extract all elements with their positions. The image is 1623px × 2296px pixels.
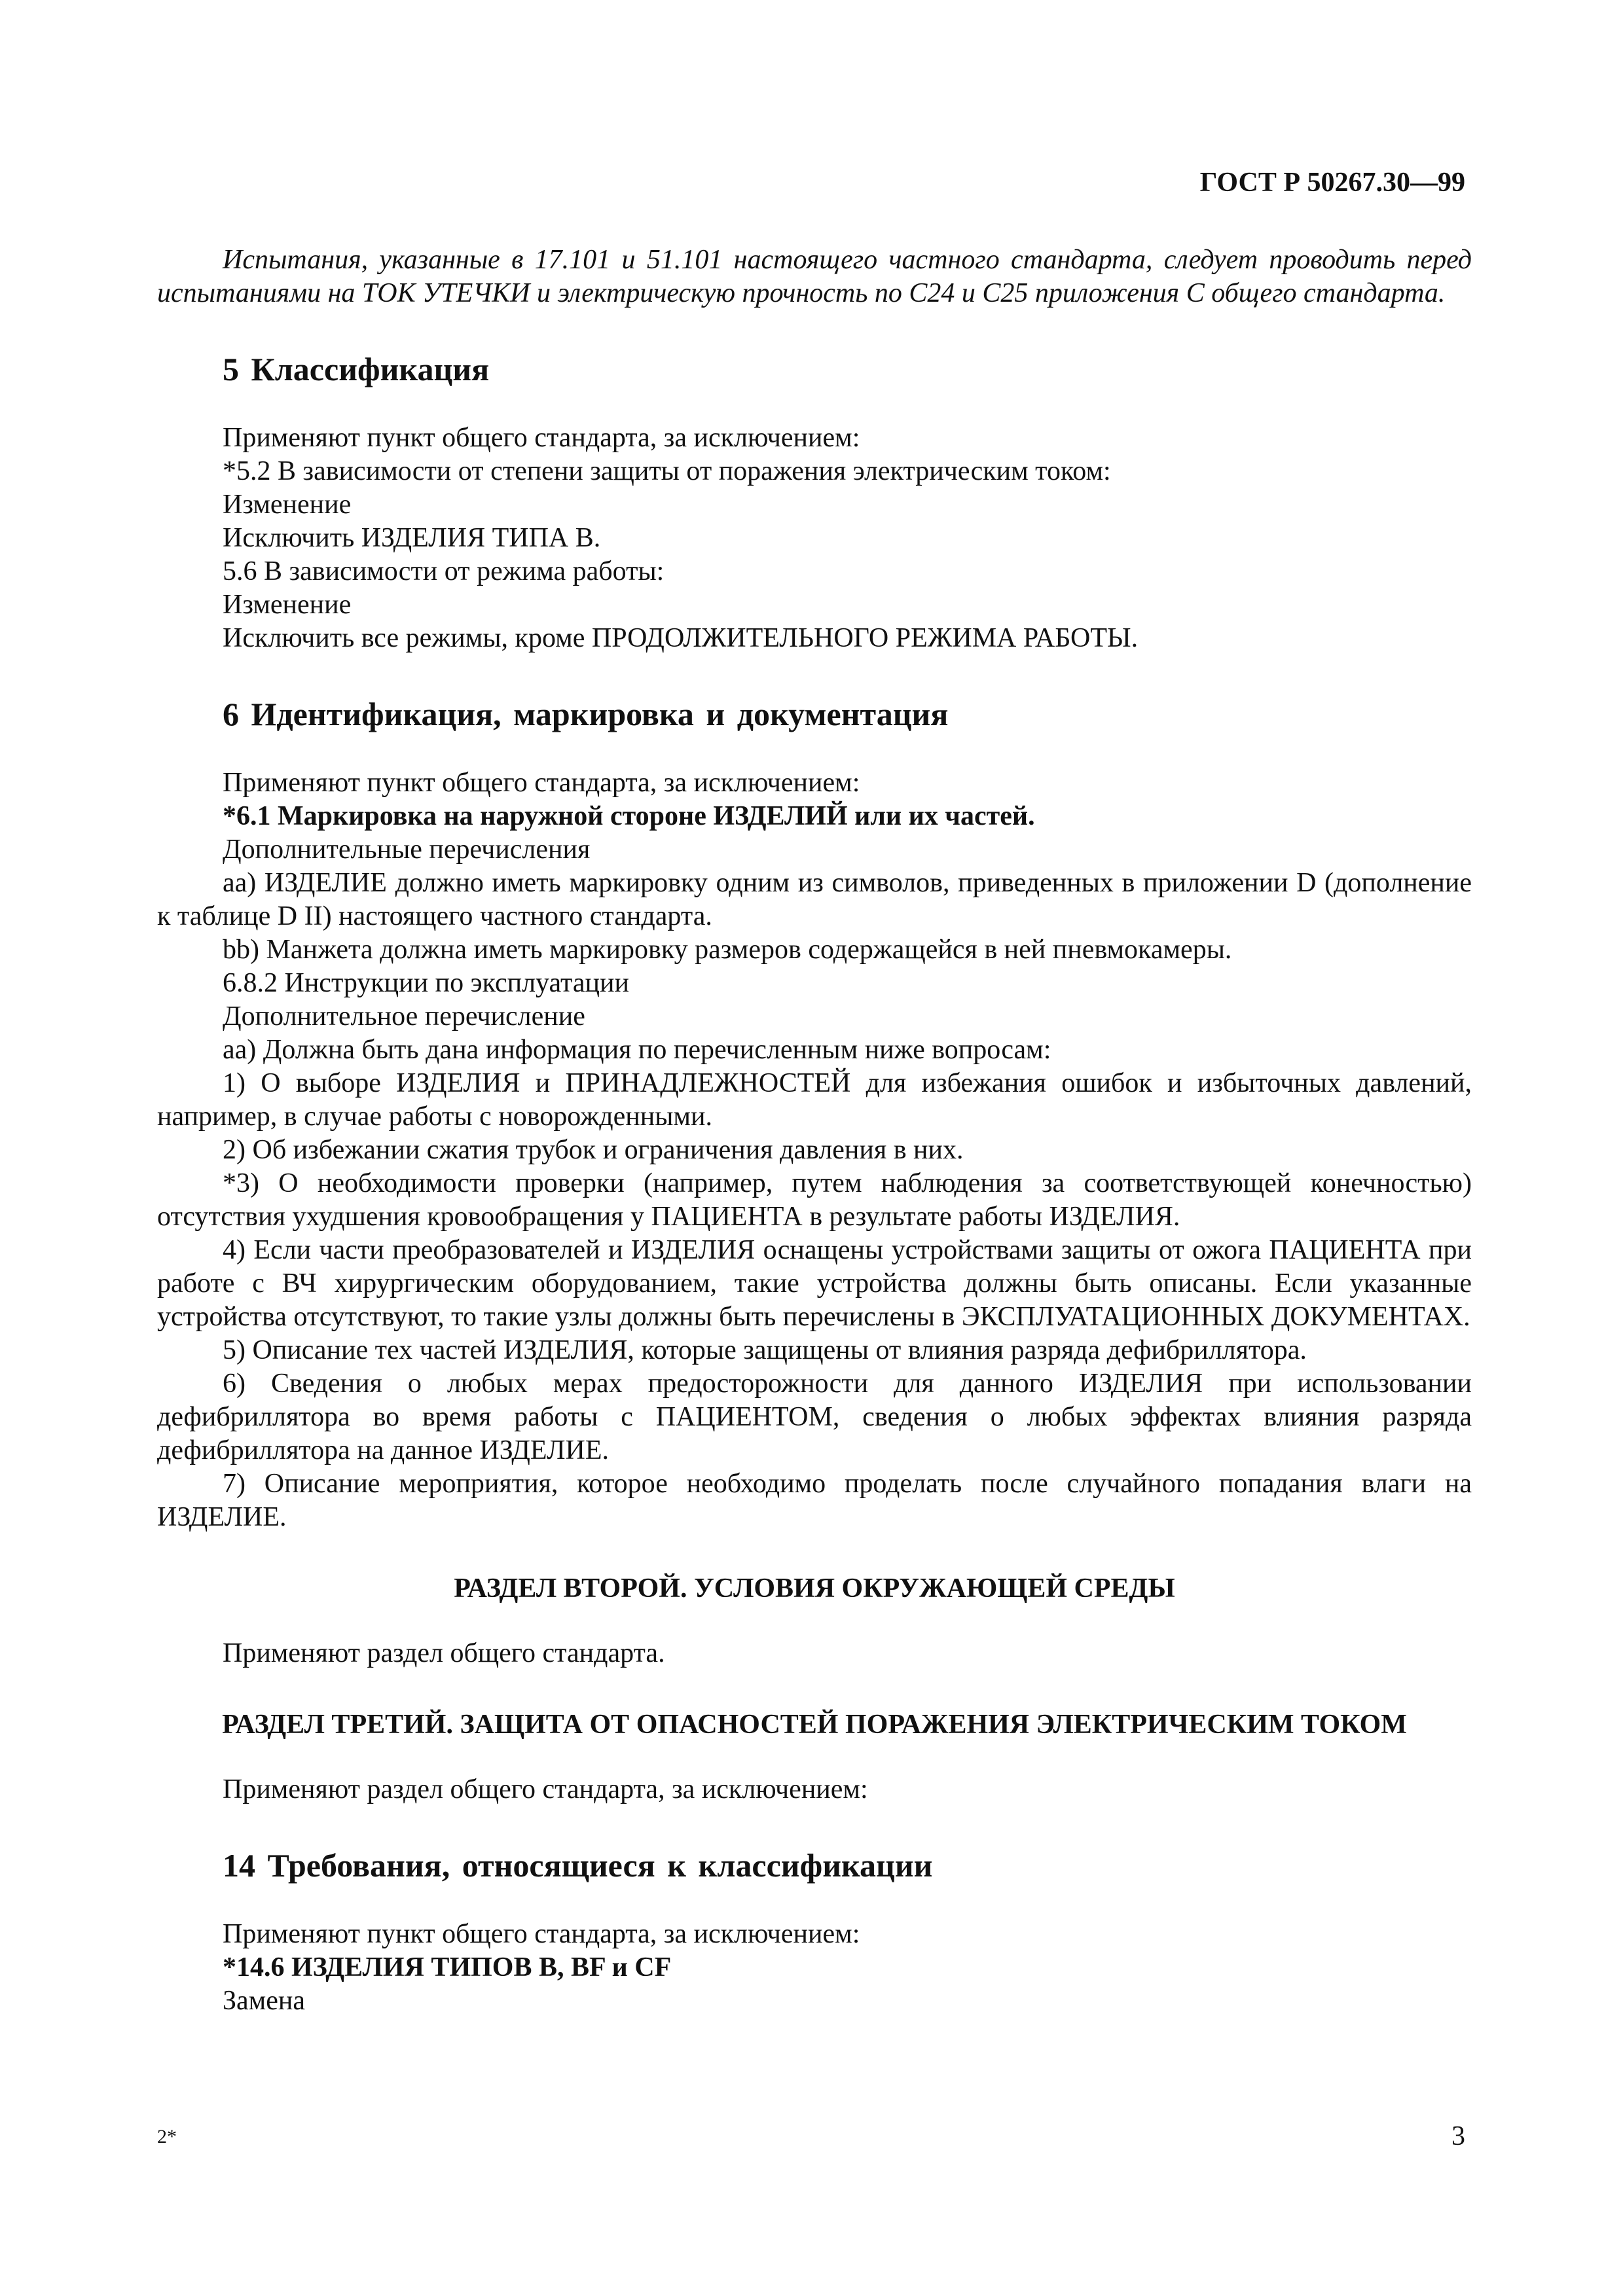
section-5-line: Изменение [223,490,352,520]
clause-6-1: *6.1 Маркировка на наружной стороне ИЗДЕЛИЙ или их частей. [223,801,1035,831]
document-body [157,243,1472,2018]
document-page [157,0,1472,2296]
section-5-line: Изменение [223,590,352,620]
section-5-line: Исключить все режимы, кроме ПРОДОЛЖИТЕЛЬНОГО РЕЖИМА РАБОТЫ. [223,623,1139,653]
list-item: 6) Сведения о любых мерах предосторожности для данного ИЗДЕЛИЯ при использовании дефибриллятора во время работы с ПАЦИЕНТОМ, сведения о любых эффектах влияния разряда дефибриллятора на данное ИЗДЕЛИЕ. [157,1369,1472,1465]
list-item: bb) Манжета должна иметь маркировку размеров содержащейся в ней пневмокамеры. [223,935,1232,965]
part-2-heading: РАЗДЕЛ ВТОРОЙ. УСЛОВИЯ ОКРУЖАЮЩЕЙ СРЕДЫ [454,1573,1175,1604]
list-item: *3) О необходимости проверки (например, путем наблюдения за соответствующей конечностью) отсутствия ухудшения кровообращения у ПАЦИЕНТА в результате работы ИЗДЕЛИЯ. [157,1168,1472,1232]
replacement-label: Замена [223,1986,306,2016]
section-14-applies: Применяют пункт общего стандарта, за исключением: [223,1919,860,1949]
list-item: аа) Должна быть дана информация по перечисленным ниже вопросам: [223,1035,1051,1065]
section-5-line: *5.2 В зависимости от степени защиты от поражения электрическим током: [223,456,1111,486]
section-5-heading: 5 Классификация [223,351,490,387]
intro-paragraph: Испытания, указанные в 17.101 и 51.101 настоящего частного стандарта, следует проводить перед испытаниями на ТОК УТЕЧКИ и электрическую прочность по С24 и С25 приложения С общего стандарта. [157,245,1472,308]
list-item: 5) Описание тех частей ИЗДЕЛИЯ, которые защищены от влияния разряда дефибриллятора. [223,1335,1307,1365]
section-5-line: Исключить ИЗДЕЛИЯ ТИПА В. [223,523,601,553]
part-2-text: Применяют раздел общего стандарта. [223,1638,665,1668]
standard-header: ГОСТ Р 50267.30—99 [1199,168,1465,198]
section-6-heading: 6 Идентификация, маркировка и документация [223,696,949,732]
part-3-heading: РАЗДЕЛ ТРЕТИЙ. ЗАЩИТА ОТ ОПАСНОСТЕЙ ПОРАЖЕНИЯ ЭЛЕКТРИЧЕСКИМ ТОКОМ [222,1710,1407,1740]
sheet-mark: 2* [157,2126,177,2147]
section-5-line: Применяют пункт общего стандарта, за исключением: [223,423,860,453]
list-item: аа) ИЗДЕЛИЕ должно иметь маркировку одним из символов, приведенных в приложении D (дополнение к таблице D II) настоящего частного стандарта. [157,868,1472,931]
clause-14-6: *14.6 ИЗДЕЛИЯ ТИПОВ В, BF и CF [223,1952,672,1982]
section-5-line: 5.6 В зависимости от режима работы: [223,556,665,586]
additional-enumeration: Дополнительное перечисление [223,1001,585,1031]
additional-enumerations: Дополнительные перечисления [223,834,591,865]
page-number: 3 [1451,2121,1465,2151]
list-item: 4) Если части преобразователей и ИЗДЕЛИЯ оснащены устройствами защиты от ожога ПАЦИЕНТА при работе с ВЧ хирургическим оборудованием, такие устройства должны быть описаны. Если указанные устройства отсутствуют, то такие узлы должны быть перечислены в ЭКСПЛУАТАЦИОННЫХ ДОКУМЕНТАХ. [157,1235,1472,1332]
list-item: 1) О выборе ИЗДЕЛИЯ и ПРИНАДЛЕЖНОСТЕЙ для избежания ошибок и избыточных давлений, например, в случае работы с новорожденными. [157,1068,1472,1132]
part-3-text: Применяют раздел общего стандарта, за исключением: [223,1774,868,1804]
list-item: 2) Об избежании сжатия трубок и ограничения давления в них. [223,1135,964,1165]
clause-6-8-2: 6.8.2 Инструкции по эксплуатации [223,968,629,998]
list-item: 7) Описание мероприятия, которое необходимо проделать после случайного попадания влаги на ИЗДЕЛИЕ. [157,1469,1472,1532]
section-6-applies: Применяют пункт общего стандарта, за исключением: [223,768,860,798]
section-14-heading: 14 Требования, относящиеся к классификации [223,1847,933,1884]
